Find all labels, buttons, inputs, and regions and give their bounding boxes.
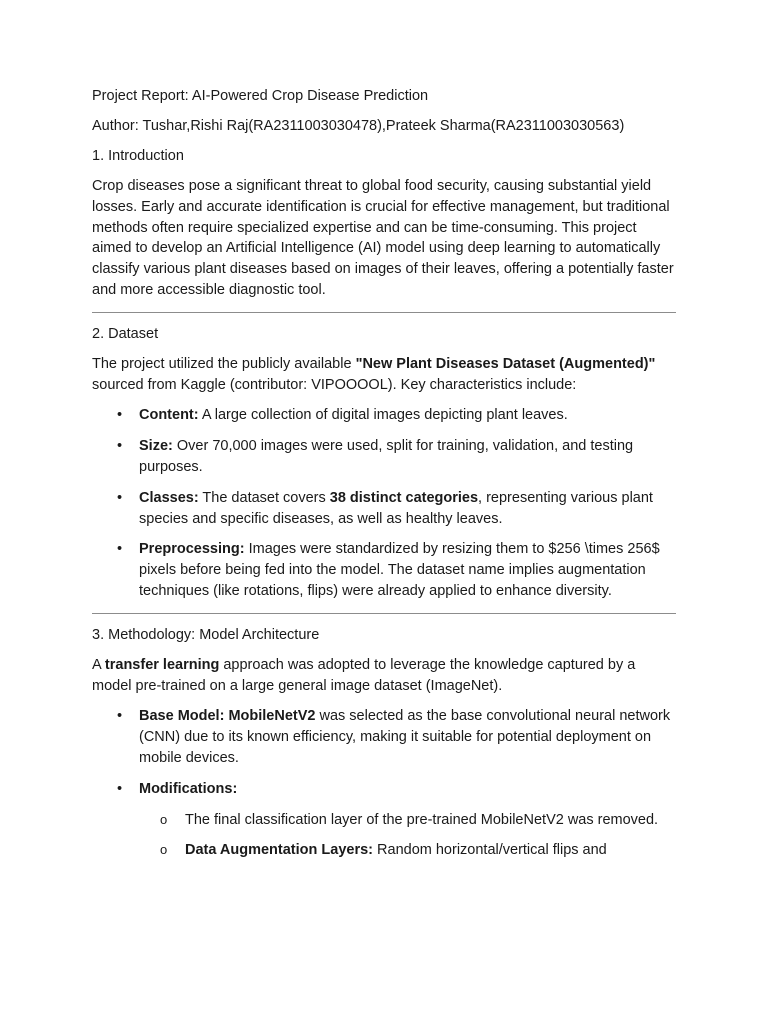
list-item: • Size: Over 70,000 images were used, split for training, validation, and testing purposes. bbox=[117, 438, 634, 475]
document-page bbox=[92, 86, 676, 871]
methodology-intro-paragraph: A transfer learning approach was adopted to leverage the knowledge captured by a model pre-trained on a large general image dataset (ImageNet). bbox=[92, 656, 636, 694]
bullet-icon: • bbox=[117, 407, 123, 424]
author-line: Author: Tushar,Rishi Raj(RA2311003030478),Prateek Sharma(RA2311003030563) bbox=[92, 118, 625, 134]
list-item: • Classes: The dataset covers 38 distinct categories, representing various plant species and specific diseases, as well as healthy leaves. bbox=[117, 489, 653, 527]
section-heading-introduction: 1. Introduction bbox=[92, 148, 184, 164]
dataset-bullet-list bbox=[92, 405, 676, 601]
bullet-icon: • bbox=[117, 780, 123, 797]
section-divider bbox=[92, 613, 676, 614]
list-item: • Preprocessing: Images were standardized by resizing them to $256 \times 256$ pixels before being fed into the model. The dataset name implies augmentation techniques (like rotations, flips) were already applied to enhance diversity. bbox=[117, 541, 660, 599]
methodology-bullet-list bbox=[92, 706, 676, 861]
section-heading-dataset: 2. Dataset bbox=[92, 325, 159, 342]
bullet-icon: • bbox=[117, 489, 123, 506]
sub-list-item: o The final classification layer of the pre-trained MobileNetV2 was removed. bbox=[92, 810, 676, 831]
bullet-icon: • bbox=[117, 541, 123, 558]
sub-list-item: o Data Augmentation Layers: Random horizontal/vertical flips and bbox=[92, 840, 676, 861]
list-item: • Modifications: o The final classification layer of the pre-trained MobileNetV2 was removed. o Data Augmentation Layers: Random horizontal/vertical flips and bbox=[92, 779, 676, 861]
section-heading-methodology: 3. Methodology: Model Architecture bbox=[92, 626, 320, 643]
bullet-icon: • bbox=[117, 438, 123, 455]
report-title: Project Report: AI-Powered Crop Disease Prediction bbox=[92, 88, 429, 104]
modifications-sub-list bbox=[92, 810, 676, 862]
list-item: • Base Model: MobileNetV2 was selected as the base convolutional neural network (CNN) due to its known efficiency, making it suitable for potential deployment on mobile devices. bbox=[117, 708, 671, 766]
list-item: • Content: A large collection of digital images depicting plant leaves. bbox=[92, 405, 676, 426]
sub-bullet-icon: o bbox=[160, 842, 168, 858]
dataset-intro-paragraph: The project utilized the publicly available "New Plant Diseases Dataset (Augmented)" sourced from Kaggle (contributor: VIPOOOOL). Key characteristics include: bbox=[92, 355, 656, 393]
sub-bullet-icon: o bbox=[160, 811, 168, 827]
section-divider bbox=[92, 312, 676, 313]
bullet-icon: • bbox=[117, 708, 123, 725]
introduction-paragraph: Crop diseases pose a significant threat to global food security, causing substantial yield losses. Early and accurate identification is crucial for effective management, but traditional methods often require specialized expertise and can be time-consuming. This project aimed to develop an Artificial Intelligence (AI) model using deep learning to automatically classify various plant diseases based on images of their leaves, offering a potentially faster and more accessible diagnostic tool. bbox=[92, 178, 674, 298]
